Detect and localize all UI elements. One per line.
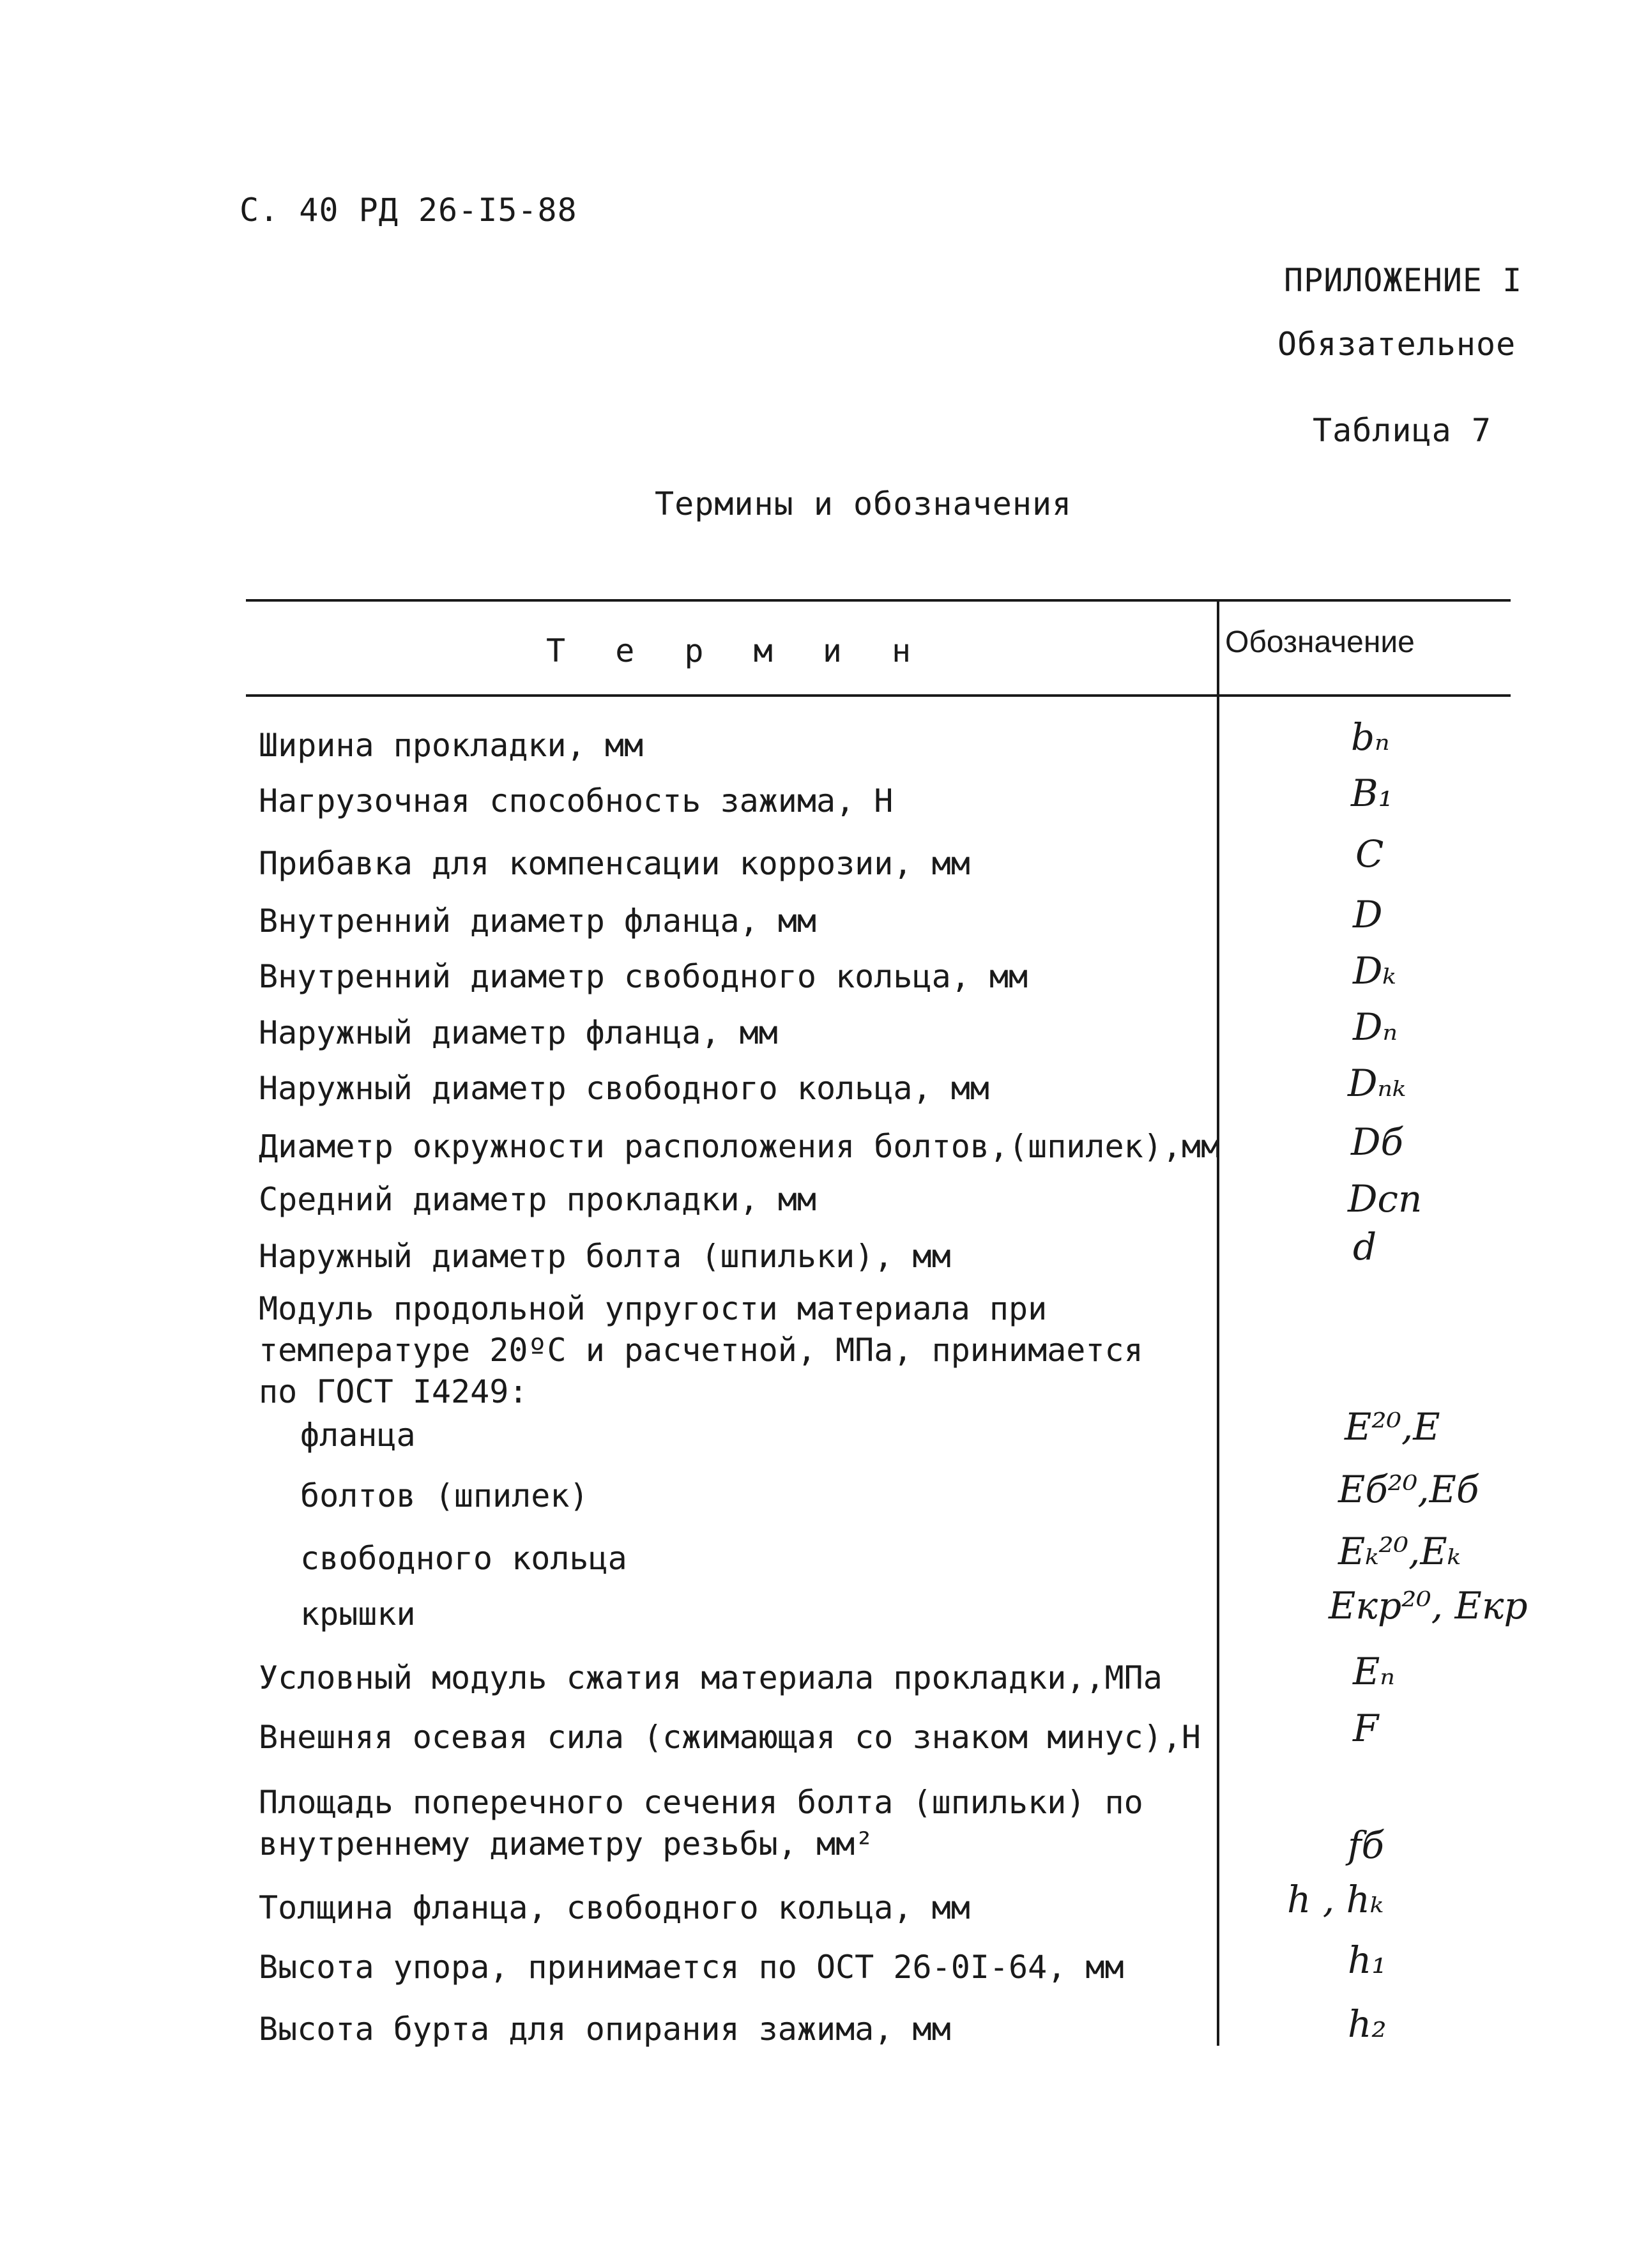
symbol-bolt-outer-diameter: d (1353, 1225, 1377, 1268)
table-header-rule (246, 694, 1511, 697)
symbol-bolt-cross-section: fб (1348, 1823, 1384, 1867)
term-flange-outer-diameter: Наружный диаметр фланца, мм (259, 1014, 778, 1051)
term-modulus-flange: фланца (300, 1417, 416, 1454)
term-modulus-ring: свободного кольца (300, 1540, 627, 1577)
symbol-gasket-width: bₙ (1351, 715, 1390, 759)
term-gasket-width: Ширина прокладки, мм (259, 727, 644, 764)
term-elastic-modulus-line2: температуре 20ºС и расчетной, МПа, принимается (259, 1332, 1143, 1369)
symbol-flange-inner-diameter: D (1353, 893, 1383, 936)
symbol-ring-outer-diameter: Dₙₖ (1348, 1062, 1406, 1105)
table-number: Таблица 7 (1313, 412, 1491, 449)
mandatory-label: Обязательное (1277, 326, 1516, 363)
term-ring-outer-diameter: Наружный диаметр свободного кольца, мм (259, 1070, 989, 1107)
term-elastic-modulus-line1: Модуль продольной упругости материала при (259, 1290, 1048, 1327)
symbol-collar-height: h₂ (1348, 2002, 1387, 2046)
symbol-modulus-cover: Eкр²⁰, Eкр (1329, 1584, 1528, 1627)
symbol-flange-thickness: h , hₖ (1287, 1878, 1384, 1921)
symbol-stop-height: h₁ (1348, 1938, 1387, 1982)
symbol-external-axial-force: F (1353, 1707, 1379, 1750)
symbol-modulus-ring: Eₖ²⁰,Eₖ (1338, 1530, 1461, 1573)
symbol-modulus-bolts: Eб²⁰,Eб (1338, 1468, 1479, 1511)
term-flange-inner-diameter: Внутренний диаметр фланца, мм (259, 902, 816, 940)
table-column-divider (1217, 599, 1219, 2046)
symbol-gasket-mean-diameter: Dсп (1348, 1177, 1422, 1221)
appendix-label: ПРИЛОЖЕНИЕ I (1284, 262, 1523, 299)
term-bolt-circle-diameter: Диаметр окружности расположения болтов,(шпилек),мм (259, 1128, 1221, 1165)
term-bolt-outer-diameter: Наружный диаметр болта (шпильки), мм (259, 1238, 951, 1275)
symbol-corrosion-allowance: C (1355, 832, 1384, 876)
symbol-modulus-flange: E²⁰,E (1345, 1405, 1440, 1449)
table-top-rule (246, 599, 1511, 602)
term-elastic-modulus-line3: по ГОСТ I4249: (259, 1373, 528, 1410)
page-reference: С. 40 РД 26-I5-88 (240, 192, 577, 229)
symbol-gasket-compression-modulus: Eₙ (1353, 1650, 1395, 1693)
term-external-axial-force: Внешняя осевая сила (сжимающая со знаком минус),Н (259, 1719, 1201, 1756)
column-header-symbol: Обозначение (1225, 625, 1415, 659)
term-gasket-compression-modulus: Условный модуль сжатия материала прокладки,,МПа (259, 1659, 1163, 1696)
term-bolt-cross-section-line1: Площадь поперечного сечения болта (шпильки) по (259, 1784, 1143, 1821)
symbol-flange-outer-diameter: Dₙ (1353, 1005, 1398, 1049)
term-ring-inner-diameter: Внутренний диаметр свободного кольца, мм (259, 958, 1028, 995)
column-header-term: Т е р м и н (546, 632, 927, 669)
term-gasket-mean-diameter: Средний диаметр прокладки, мм (259, 1181, 816, 1218)
symbol-clamp-capacity: B₁ (1351, 772, 1393, 815)
term-modulus-bolts: болтов (шпилек) (300, 1477, 589, 1514)
term-corrosion-allowance: Прибавка для компенсации коррозии, мм (259, 845, 970, 882)
symbol-bolt-circle-diameter: Dб (1351, 1120, 1403, 1164)
term-collar-height: Высота бурта для опирания зажима, мм (259, 2011, 951, 2048)
term-modulus-cover: крышки (300, 1595, 416, 1633)
term-clamp-capacity: Нагрузочная способность зажима, Н (259, 782, 894, 819)
symbol-ring-inner-diameter: Dₖ (1353, 949, 1396, 993)
term-stop-height: Высота упора, принимается по ОСТ 26-0I-64, мм (259, 1949, 1124, 1986)
term-bolt-cross-section-line2: внутреннему диаметру резьбы, мм² (259, 1825, 874, 1862)
table-title: Термины и обозначения (655, 485, 1072, 522)
term-flange-thickness: Толщина фланца, свободного кольца, мм (259, 1889, 970, 1926)
